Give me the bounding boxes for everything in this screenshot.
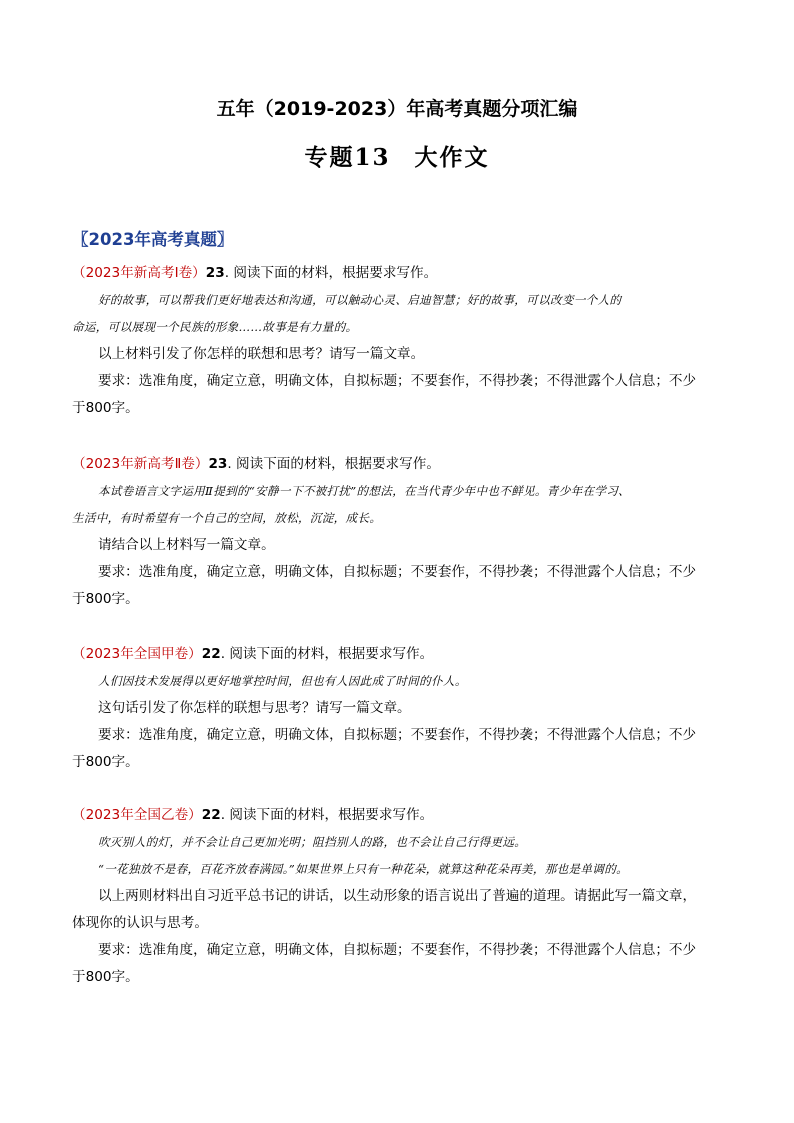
material-line: 生活中，有时希望有一个自己的空间，放松，沉淀，成长。 bbox=[72, 511, 382, 525]
material-line: 命运，可以展现一个民族的形象……故事是有力量的。 bbox=[72, 320, 358, 334]
question-instruction: . 阅读下面的材料，根据要求写作。 bbox=[224, 265, 438, 281]
material-line: “一花独放不是春，百花齐放春满园。”如果世界上只有一种花朵，就算这种花朵再美，那也是单调的。 bbox=[98, 862, 628, 876]
prompt-line: 请结合以上材料写一篇文章。 bbox=[98, 537, 275, 553]
requirement-line: 于800字。 bbox=[72, 969, 139, 985]
question-header bbox=[72, 264, 732, 291]
question-block bbox=[72, 455, 732, 617]
requirement-line: 于800字。 bbox=[72, 591, 139, 607]
prompt-line: 这句话引发了你怎样的联想与思考？请写一篇文章。 bbox=[98, 700, 411, 716]
question-source: （2023年全国乙卷） bbox=[72, 807, 202, 823]
requirement-line: 要求：选准角度，确定立意，明确文体，自拟标题；不要套作，不得抄袭；不得泄露个人信息；不少 bbox=[98, 564, 697, 580]
question-block bbox=[72, 645, 732, 780]
requirement-line: 于800字。 bbox=[72, 754, 139, 770]
requirement-line: 要求：选准角度，确定立意，明确文体，自拟标题；不要套作，不得抄袭；不得泄露个人信息；不少 bbox=[98, 373, 697, 389]
subtitle-topic-number: 专题13 bbox=[304, 144, 391, 171]
requirement-line: 要求：选准角度，确定立意，明确文体，自拟标题；不要套作，不得抄袭；不得泄露个人信息；不少 bbox=[98, 942, 697, 958]
requirement-line: 于800字。 bbox=[72, 400, 139, 416]
material-line: 人们因技术发展得以更好地掌控时间，但也有人因此成了时间的仆人。 bbox=[98, 674, 467, 688]
section-heading: 〖2023年高考真题〗 bbox=[72, 230, 234, 249]
question-instruction: . 阅读下面的材料，根据要求写作。 bbox=[220, 807, 434, 823]
prompt-line: 体现你的认识与思考。 bbox=[72, 915, 208, 931]
question-instruction: . 阅读下面的材料，根据要求写作。 bbox=[220, 646, 434, 662]
prompt-line: 以上两则材料出自习近平总书记的讲话，以生动形象的语言说出了普遍的道理。请据此写一篇文章， bbox=[98, 888, 697, 904]
question-source: （2023年新高考Ⅱ卷） bbox=[72, 456, 209, 472]
prompt-line: 以上材料引发了你怎样的联想和思考？请写一篇文章。 bbox=[98, 346, 425, 362]
requirement-line: 要求：选准角度，确定立意，明确文体，自拟标题；不要套作，不得抄袭；不得泄露个人信息；不少 bbox=[98, 727, 697, 743]
question-source: （2023年全国甲卷） bbox=[72, 646, 202, 662]
question-header bbox=[72, 806, 732, 833]
document-subtitle bbox=[0, 142, 794, 174]
question-block bbox=[72, 264, 732, 426]
question-number: 23 bbox=[205, 265, 225, 281]
question-source: （2023年新高考Ⅰ卷） bbox=[72, 265, 206, 281]
subtitle-topic-name: 大作文 bbox=[414, 144, 490, 171]
question-number: 23 bbox=[208, 456, 228, 472]
question-number: 22 bbox=[201, 646, 221, 662]
material-line: 好的故事，可以帮我们更好地表达和沟通，可以触动心灵、启迪智慧；好的故事，可以改变一个人的 bbox=[98, 293, 622, 307]
material-line: 本试卷语言文字运用Ⅱ提到的“安静一下不被打扰”的想法，在当代青少年中也不鲜见。青少年在学习、 bbox=[98, 484, 631, 498]
question-instruction: . 阅读下面的材料，根据要求写作。 bbox=[227, 456, 440, 472]
material-line: 吹灭别人的灯，并不会让自己更加光明；阻挡别人的路，也不会让自己行得更远。 bbox=[98, 835, 527, 849]
question-header bbox=[72, 645, 732, 672]
question-block bbox=[72, 806, 732, 995]
document-title: 五年（2019-2023）年高考真题分项汇编 bbox=[216, 98, 578, 120]
question-number: 22 bbox=[201, 807, 221, 823]
question-header bbox=[72, 455, 732, 482]
